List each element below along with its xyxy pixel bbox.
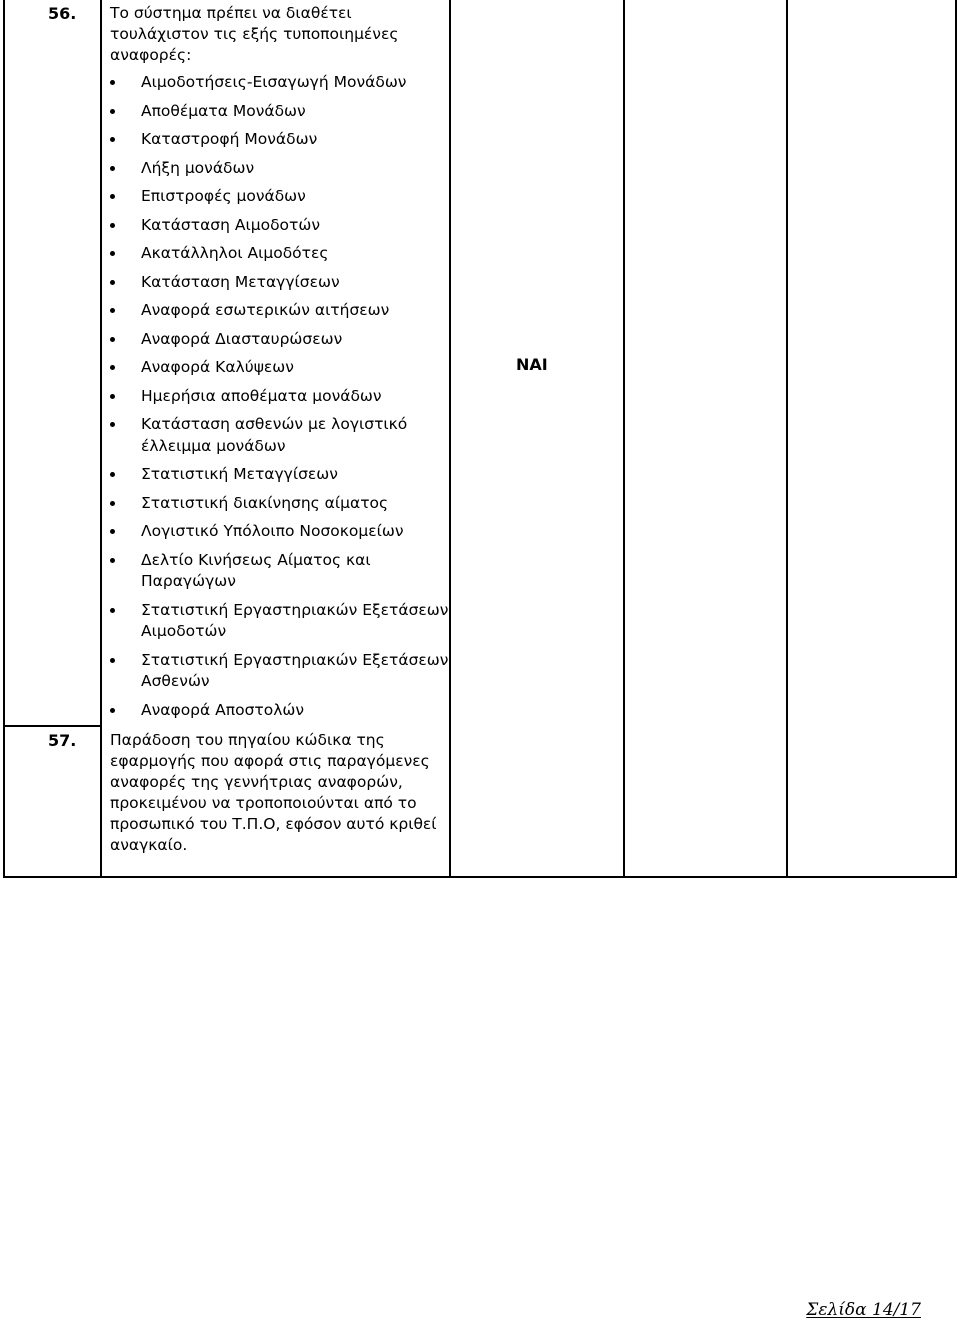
column-divider (623, 0, 625, 878)
bullet-icon (110, 658, 115, 663)
table-border-bottom (3, 876, 957, 878)
bullet-icon (110, 529, 115, 534)
row-divider (3, 725, 102, 727)
bullet-icon (110, 394, 115, 399)
bullet-icon (110, 166, 115, 171)
bullet-icon (110, 194, 115, 199)
column-divider (786, 0, 788, 878)
bullet-icon (110, 472, 115, 477)
page-number: Σελίδα 14/17 (806, 1300, 921, 1320)
bullet-icon (110, 608, 115, 613)
table-border-left (3, 0, 5, 878)
bullet-icon (110, 223, 115, 228)
column-divider (100, 0, 102, 878)
bullet-icon (110, 251, 115, 256)
requirement-text: Παράδοση του πηγαίου κώδικα της εφαρμογής που αφορά στις παραγόμενες αναφορές της γεννήτριας αναφορών, προκειμένου να τροποποιούνται από το προσωπικό του Τ.Π.Ο, εφόσον αυτό κριθεί αναγκαίο. (110, 731, 437, 854)
compliance-answer: ΝΑΙ (516, 355, 548, 374)
bullet-icon (110, 137, 115, 142)
bullet-icon (110, 708, 115, 713)
bullet-icon (110, 365, 115, 370)
bullet-icon (110, 280, 115, 285)
bullet-icon (110, 558, 115, 563)
bullet-icon (110, 80, 115, 85)
bullet-icon (110, 109, 115, 114)
row-number: 56. (48, 4, 77, 23)
bullet-icon (110, 501, 115, 506)
bullet-icon (110, 308, 115, 313)
row-number: 57. (48, 731, 77, 750)
requirement-text: Το σύστημα πρέπει να διαθέτει τουλάχιστον τις εξής τυποποιημένες αναφορές: (110, 4, 399, 64)
bullet-icon (110, 337, 115, 342)
bullet-icon (110, 422, 115, 427)
table-border-right (955, 0, 957, 878)
